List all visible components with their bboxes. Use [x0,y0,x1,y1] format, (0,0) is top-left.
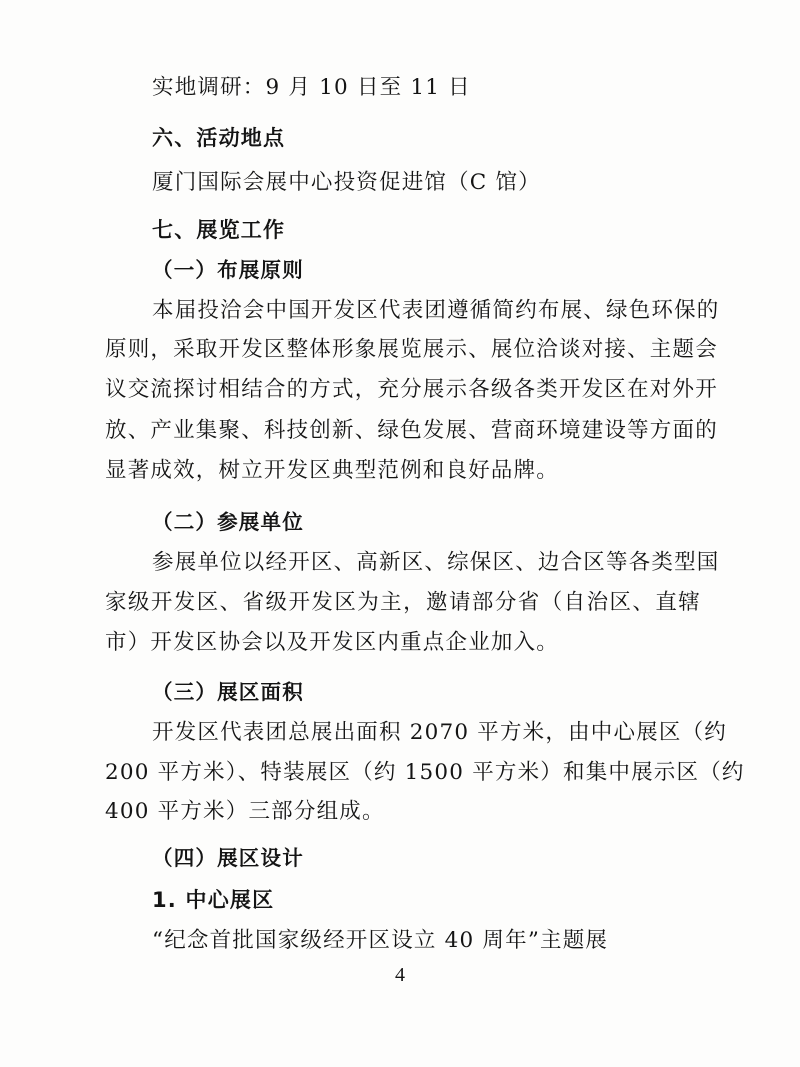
page-number: 4 [395,964,405,986]
subheading-center-area: 1. 中心展区 [152,888,275,912]
schedule-field-research: 实地调研：9 月 10 日至 11 日 [152,75,471,100]
subheading-exhibition-design: （四）展区设计 [152,846,304,870]
paragraph-line: 本届投洽会中国开发区代表团遵循简约布展、绿色环保的 [152,298,720,323]
paragraph-line: 议交流探讨相结合的方式，充分展示各级各类开发区在对外开 [105,377,718,402]
subheading-participants: （二）参展单位 [152,510,304,534]
section-heading-venue: 六、活动地点 [152,126,286,150]
theme-exhibition-title: “纪念首批国家级经开区设立 40 周年”主题展 [152,928,609,953]
paragraph-line: 参展单位以经开区、高新区、综保区、边合区等各类型国 [152,550,720,575]
section-heading-exhibition: 七、展览工作 [152,218,286,242]
paragraph-line: 开发区代表团总展出面积 2070 平方米，由中心展区（约 [152,720,727,745]
paragraph-line: 200 平方米）、特装展区（约 1500 平方米）和集中展示区（约 [105,760,745,785]
subheading-layout-principle: （一）布展原则 [152,258,304,282]
paragraph-line: 显著成效，树立开发区典型范例和良好品牌。 [105,458,560,483]
paragraph-line: 原则，采取开发区整体形象展览展示、展位洽谈对接、主题会 [105,337,718,362]
subheading-exhibition-area: （三）展区面积 [152,680,304,704]
paragraph-line: 市）开发区协会以及开发区内重点企业加入。 [105,630,560,655]
paragraph-line: 家级开发区、省级开发区为主，邀请部分省（自治区、直辖 [105,590,701,615]
paragraph-line: 400 平方米）三部分组成。 [105,799,385,824]
paragraph-line: 放、产业集聚、科技创新、绿色发展、营商环境建设等方面的 [105,418,718,443]
venue-text: 厦门国际会展中心投资促进馆（C 馆） [152,170,541,195]
